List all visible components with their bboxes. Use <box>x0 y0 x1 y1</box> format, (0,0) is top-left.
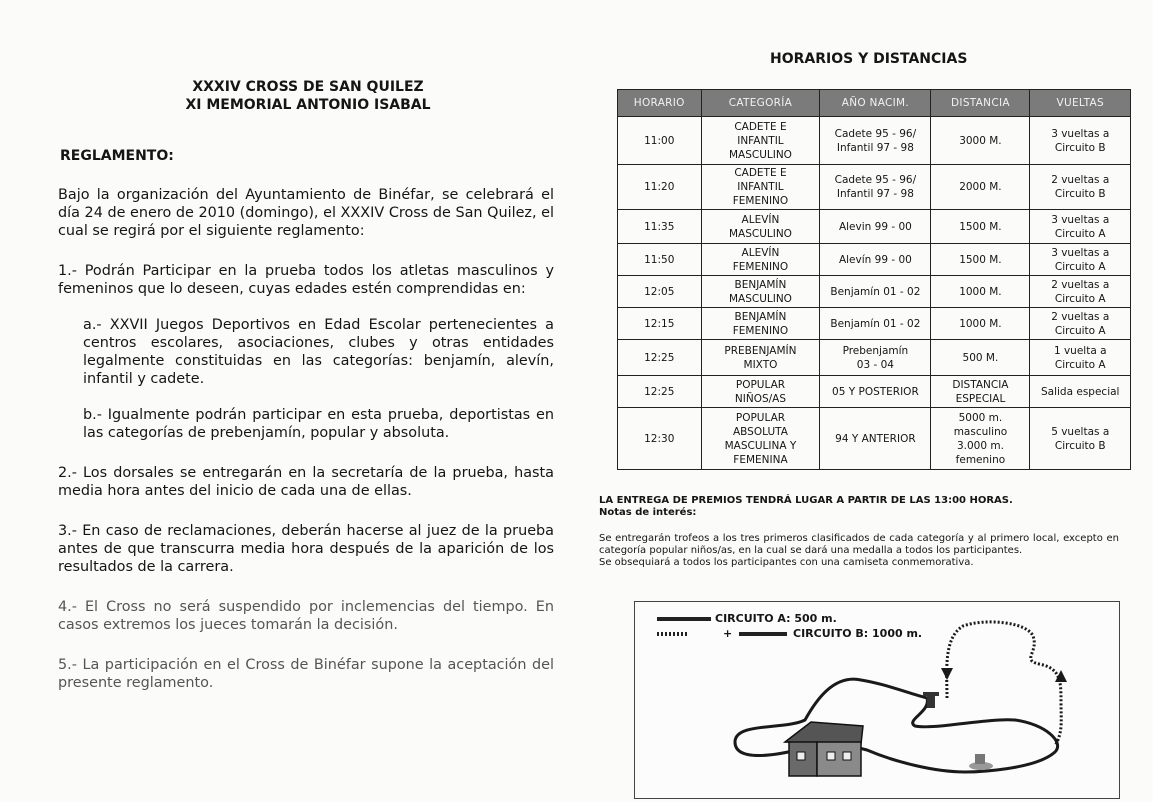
cell-horario: 12:30 <box>618 408 702 470</box>
cell-categoria: BENJAMÍN MASCULINO <box>701 276 820 308</box>
cell-vueltas: 3 vueltas a Circuito B <box>1030 117 1131 165</box>
cell-horario: 12:15 <box>618 308 702 340</box>
cell-distancia: 2000 M. <box>931 165 1030 210</box>
cell-distancia: 3000 M. <box>931 117 1030 165</box>
schedule-table <box>617 89 1131 470</box>
table-body <box>618 117 1131 470</box>
intro-paragraph: Bajo la organización del Ayuntamiento de Binéfar, se celebrará el día 24 de enero de 2010 (domingo), el XXXIV Cross de San Quilez, el cual se regirá por el siguiente reglamento: <box>58 187 554 239</box>
table-row <box>618 276 1131 308</box>
cell-categoria: BENJAMÍN FEMENINO <box>701 308 820 340</box>
cell-categoria: PREBENJAMÍN MIXTO <box>701 340 820 376</box>
regulation-column <box>58 78 554 692</box>
cell-distancia: 1500 M. <box>931 244 1030 276</box>
cell-vueltas: 1 vuelta a Circuito A <box>1030 340 1131 376</box>
rule-1b: b.- Igualmente podrán participar en esta prueba, deportistas en las categorías de prebenjamín, popular y absoluta. <box>83 407 554 441</box>
cell-ano: Alevín 99 - 00 <box>820 244 931 276</box>
cell-ano: Benjamín 01 - 02 <box>820 276 931 308</box>
rule-4: 4.- El Cross no será suspendido por inclemencias del tiempo. En casos extremos los jueces tomarán la decisión. <box>58 599 554 633</box>
cell-ano: Prebenjamín 03 - 04 <box>820 340 931 376</box>
cell-ano: 05 Y POSTERIOR <box>820 376 931 408</box>
cell-horario: 12:25 <box>618 340 702 376</box>
cell-ano: Cadete 95 - 96/ Infantil 97 - 98 <box>820 165 931 210</box>
circuit-a-path <box>735 679 1058 772</box>
cell-vueltas: 5 vueltas a Circuito B <box>1030 408 1131 470</box>
notes-block <box>599 495 1119 569</box>
legend-plus: + <box>723 627 733 640</box>
cell-ano: Cadete 95 - 96/ Infantil 97 - 98 <box>820 117 931 165</box>
header-distancia: DISTANCIA <box>931 90 1030 117</box>
cell-horario: 11:20 <box>618 165 702 210</box>
cell-ano: Benjamín 01 - 02 <box>820 308 931 340</box>
circuit-b-path <box>947 622 1062 746</box>
cell-horario: 12:05 <box>618 276 702 308</box>
cell-vueltas: 2 vueltas a Circuito A <box>1030 276 1131 308</box>
notes-title: Notas de interés: <box>599 507 697 518</box>
note-1: Se entregarán trofeos a los tres primeros clasificados de cada categoría y al primero local, excepto en categoría popular niños/as, en la cual se dará una medalla a todos los participantes. <box>599 533 1119 556</box>
rule-5: 5.- La participación en el Cross de Binéfar supone la aceptación del presente reglamento. <box>58 657 554 691</box>
cell-categoria: CADETE E INFANTIL MASCULINO <box>701 117 820 165</box>
note-2: Se obsequiará a todos los participantes con una camiseta conmemorativa. <box>599 557 974 568</box>
legend-circuit-a: CIRCUITO A: 500 m. <box>715 612 837 625</box>
table-row <box>618 308 1131 340</box>
table-row <box>618 117 1131 165</box>
cell-vueltas: 2 vueltas a Circuito A <box>1030 308 1131 340</box>
header-categoria: CATEGORÍA <box>701 90 820 117</box>
header-horario: HORARIO <box>618 90 702 117</box>
cell-distancia: 5000 m. masculino 3.000 m. femenino <box>931 408 1030 470</box>
cell-horario: 11:50 <box>618 244 702 276</box>
cell-categoria: ALEVÍN MASCULINO <box>701 210 820 244</box>
event-title-line1: XXXIV CROSS DE SAN QUILEZ <box>192 79 424 95</box>
section-heading: REGLAMENTO: <box>60 148 174 164</box>
cell-horario: 11:35 <box>618 210 702 244</box>
table-row <box>618 210 1131 244</box>
event-title <box>62 78 554 114</box>
cell-distancia: 1000 M. <box>931 308 1030 340</box>
table-row <box>618 165 1131 210</box>
cell-ano: Alevin 99 - 00 <box>820 210 931 244</box>
house-icon <box>785 722 863 776</box>
schedule-title: HORARIOS Y DISTANCIAS <box>770 51 968 67</box>
rule-1a: a.- XXVII Juegos Deportivos en Edad Escolar pertenecientes a centros escolares, asociaciones, clubes y otras entidades legalmente constituidas en las categorías: benjamín, alevín, infantil y cadete. <box>83 317 554 387</box>
rule-2: 2.- Los dorsales se entregarán en la secretaría de la prueba, hasta media hora antes del inicio de cada una de ellas. <box>58 465 554 499</box>
cell-distancia: 1500 M. <box>931 210 1030 244</box>
header-vueltas: VUELTAS <box>1030 90 1131 117</box>
awards-line: LA ENTREGA DE PREMIOS TENDRÁ LUGAR A PARTIR DE LAS 13:00 HORAS. <box>599 495 1013 506</box>
direction-arrow-icon <box>941 668 953 680</box>
cell-ano: 94 Y ANTERIOR <box>820 408 931 470</box>
table-row <box>618 376 1131 408</box>
cell-vueltas: 3 vueltas a Circuito A <box>1030 244 1131 276</box>
cell-distancia: DISTANCIA ESPECIAL <box>931 376 1030 408</box>
cell-distancia: 500 M. <box>931 340 1030 376</box>
cell-vueltas: Salida especial <box>1030 376 1131 408</box>
cell-categoria: POPULAR NIÑOS/AS <box>701 376 820 408</box>
cell-vueltas: 3 vueltas a Circuito A <box>1030 210 1131 244</box>
cell-categoria: ALEVÍN FEMENINO <box>701 244 820 276</box>
rule-3: 3.- En caso de reclamaciones, deberán hacerse al juez de la prueba antes de que transcurra media hora después de la aparición de los resultados de la carrera. <box>58 523 554 575</box>
header-ano-nacim: AÑO NACIM. <box>820 90 931 117</box>
cell-horario: 12:25 <box>618 376 702 408</box>
cell-categoria: CADETE E INFANTIL FEMENINO <box>701 165 820 210</box>
rule-1: 1.- Podrán Participar en la prueba todos los atletas masculinos y femeninos que lo deseen, cuyas edades estén comprendidas en: <box>58 263 554 297</box>
cell-horario: 11:00 <box>618 117 702 165</box>
cell-categoria: POPULAR ABSOLUTA MASCULINA Y FEMENINA <box>701 408 820 470</box>
cell-distancia: 1000 M. <box>931 276 1030 308</box>
table-row <box>618 408 1131 470</box>
finish-marker-icon <box>969 754 993 770</box>
table-header-row <box>618 90 1131 117</box>
circuit-map <box>634 601 1120 799</box>
table-row <box>618 244 1131 276</box>
cell-vueltas: 2 vueltas a Circuito B <box>1030 165 1131 210</box>
legend-circuit-b: CIRCUITO B: 1000 m. <box>793 627 923 640</box>
event-title-line2: XI MEMORIAL ANTONIO ISABAL <box>185 97 431 113</box>
table-row <box>618 340 1131 376</box>
